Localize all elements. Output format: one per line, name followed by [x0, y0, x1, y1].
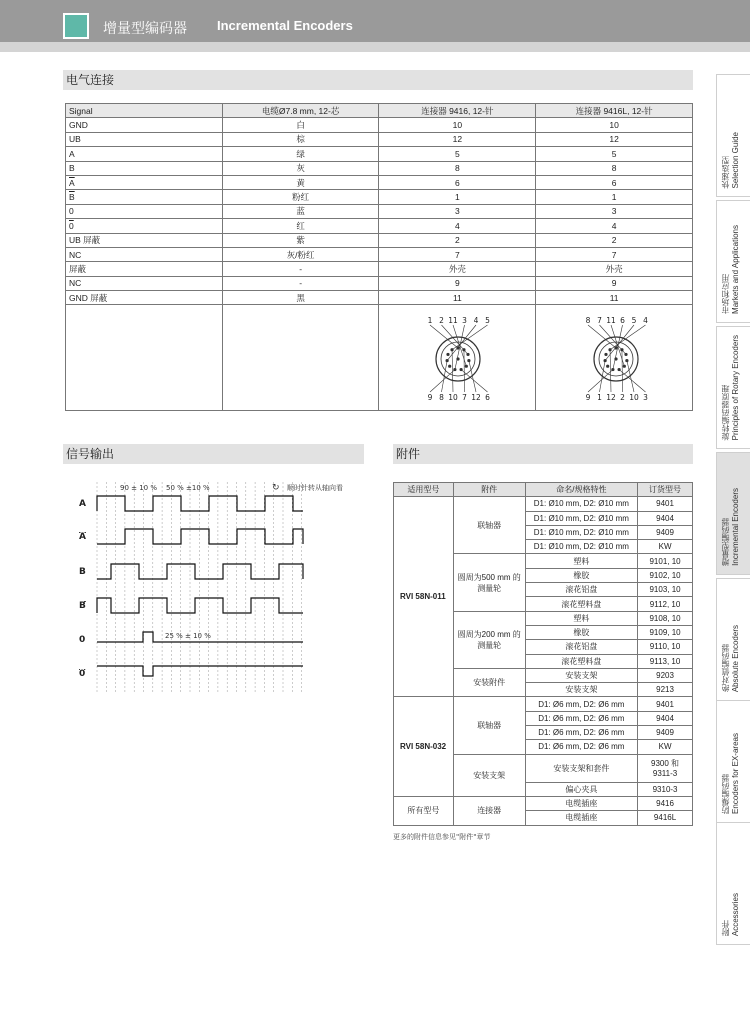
channel-label: A [79, 499, 86, 509]
signal-cell: 0 [66, 204, 223, 218]
pin-cell: 黑 [222, 291, 379, 305]
waveform-line [97, 666, 303, 676]
order-cell: 9409 [638, 726, 693, 740]
signal-cell: $\overline{B}$ [66, 190, 223, 204]
channel-label: B [79, 567, 86, 577]
side-tab-3[interactable] [716, 326, 750, 449]
side-tab-label-en: Encoders for EX-areas [731, 733, 740, 814]
table-row [66, 247, 693, 261]
order-cell: 9404 [638, 511, 693, 525]
accessories-table [393, 482, 693, 826]
connector-9416l-diagram [576, 314, 656, 404]
pin-leader-line [613, 325, 623, 370]
side-tab-label-en: Incremental Encoders [731, 488, 740, 566]
side-tab-6[interactable] [716, 700, 750, 823]
pin-cell: 10 [379, 118, 536, 132]
side-tab-7[interactable] [716, 822, 750, 945]
signal-heading: 信号输出 [63, 444, 364, 464]
spec-cell: D1: Ø6 mm, D2: Ø6 mm [525, 740, 638, 754]
signal-cell: 屏蔽 [66, 262, 223, 276]
pin-label: 5 [485, 316, 490, 325]
group-cell: 连接器 [453, 796, 525, 825]
acc-col-spec: 命名/规格特性 [525, 483, 638, 497]
table-row [66, 132, 693, 146]
pin-cell: 7 [536, 247, 693, 261]
spec-cell: D1: Ø6 mm, D2: Ø6 mm [525, 697, 638, 711]
side-tab-label [721, 733, 741, 814]
pin-cell: 灰 [222, 161, 379, 175]
accessories-heading: 附件 [393, 444, 693, 464]
pin-cell: 蓝 [222, 204, 379, 218]
pin-cell: 7 [379, 247, 536, 261]
table-row [66, 262, 693, 276]
pin-leader-line [622, 350, 623, 392]
brand-square-icon [63, 13, 89, 39]
diagram-cell [66, 305, 223, 411]
accessories-note: 更多的附件信息参见"附件"章节 [393, 833, 491, 841]
pin-label: 3 [643, 393, 648, 402]
channel-label: 0 [79, 669, 86, 679]
waveform-line [97, 529, 303, 544]
signal-cell: NC [66, 247, 223, 261]
pin-label: 6 [620, 316, 625, 325]
order-cell: 9409 [638, 525, 693, 539]
diagram-cell [222, 305, 379, 411]
pin-label: 5 [631, 316, 637, 325]
table-row [394, 497, 693, 511]
pin-cell: 8 [536, 161, 693, 175]
pin-cell: 外壳 [379, 262, 536, 276]
pin-cell: 黄 [222, 175, 379, 189]
pin-cell: 9 [379, 276, 536, 290]
pin-leader-line [452, 350, 453, 392]
spec-cell: 滚花塑料盘 [525, 597, 638, 611]
signal-cell: B [66, 161, 223, 175]
col-signal: Signal [66, 104, 223, 118]
pin-label: 1 [597, 393, 602, 402]
pin-label: 12 [471, 393, 481, 402]
table-row [66, 147, 693, 161]
signal-cell: NC [66, 276, 223, 290]
side-tab-label [721, 335, 741, 440]
side-tab-label-cn: 附件 [721, 920, 730, 936]
pin-cell: - [222, 262, 379, 276]
side-tab-label-cn: 快速选型 [721, 156, 730, 188]
pin-cell: 4 [379, 219, 536, 233]
spec-cell: 滚花塑料盘 [525, 654, 638, 668]
pin-cell: 绿 [222, 147, 379, 161]
pin-cell: 11 [379, 291, 536, 305]
pin-cell: 3 [536, 204, 693, 218]
group-cell: 圆周为200 mm 的测量轮 [453, 611, 525, 668]
pin-leader-line [430, 370, 455, 392]
waveform-line [97, 598, 303, 613]
side-tab-2[interactable] [716, 200, 750, 323]
connector-pin [604, 353, 607, 356]
connector-pin [446, 353, 449, 356]
group-cell: 联轴器 [453, 497, 525, 554]
side-tab-label-cn: 市场和应用 [721, 274, 730, 314]
table-row [394, 697, 693, 711]
side-tab-label [721, 225, 741, 314]
side-tab-label-en: Accessories [731, 892, 740, 936]
table-row [66, 291, 693, 305]
pin-cell: - [222, 276, 379, 290]
side-tab-label [721, 132, 741, 188]
order-cell: 9109, 10 [638, 625, 693, 639]
side-tab-label-en: Principles of Rotary Encoders [731, 334, 740, 440]
spec-cell: 安装支架 [525, 668, 638, 682]
pin-cell: 3 [379, 204, 536, 218]
spec-cell: 塑料 [525, 611, 638, 625]
signal-cell: UB [66, 132, 223, 146]
order-cell: 9102, 10 [638, 568, 693, 582]
connector-pin [448, 365, 451, 368]
pin-leader-line [464, 350, 465, 392]
side-tab-5[interactable] [716, 578, 750, 701]
signal-cell: GND 屏蔽 [66, 291, 223, 305]
signal-cell: 0 [66, 219, 223, 233]
pin-label: 8 [585, 316, 591, 325]
spec-cell: 安装支架和套件 [525, 754, 638, 782]
pin-cell: 粉红 [222, 190, 379, 204]
pin-label: 9 [585, 393, 591, 402]
signal-cell: A [66, 147, 223, 161]
pin-cell: 6 [536, 175, 693, 189]
pin-cell: 红 [222, 219, 379, 233]
pin-label: 2 [439, 316, 444, 325]
acc-col-accessory: 附件 [453, 483, 525, 497]
pin-cell: 12 [379, 132, 536, 146]
order-cell: 9113, 10 [638, 654, 693, 668]
table-row [66, 175, 693, 189]
spec-cell: 电缆插座 [525, 796, 638, 810]
pin-label: 11 [606, 316, 616, 325]
acc-col-order: 订货型号 [638, 483, 693, 497]
group-cell: 安装附件 [453, 668, 525, 697]
spec-cell: D1: Ø10 mm, D2: Ø10 mm [525, 511, 638, 525]
col-cable: 电缆Ø7.8 mm, 12-芯 [222, 104, 379, 118]
col-9416: 连接器 9416, 12-针 [379, 104, 536, 118]
pin-label: 7 [462, 393, 467, 402]
pin-leader-line [455, 325, 465, 370]
spec-cell: 滚花铝盘 [525, 640, 638, 654]
order-cell: 9101, 10 [638, 554, 693, 568]
side-tab-label [721, 893, 741, 936]
pin-cell: 2 [379, 233, 536, 247]
signal-cell: UB 屏蔽 [66, 233, 223, 247]
pin-cell: 1 [379, 190, 536, 204]
channel-label: B [79, 601, 86, 611]
pin-cell: 紫 [222, 233, 379, 247]
pin-cell: 4 [536, 219, 693, 233]
model-cell: RVI 58N-032 [394, 697, 454, 796]
spec-cell: 电缆插座 [525, 811, 638, 825]
spec-cell: D1: Ø6 mm, D2: Ø6 mm [525, 711, 638, 725]
table-row [66, 118, 693, 132]
side-tab-label-cn: 旋转编码器原理 [721, 384, 730, 440]
electrical-heading: 电气连接 [63, 70, 693, 90]
order-cell: 9112, 10 [638, 597, 693, 611]
connector-9416-diagram [418, 314, 498, 404]
table-row [66, 161, 693, 175]
side-tab-label-en: Markets and Applications [731, 225, 740, 314]
side-tab-label [721, 625, 741, 692]
waveform-line [97, 496, 303, 511]
pin-cell: 白 [222, 118, 379, 132]
order-cell: 9108, 10 [638, 611, 693, 625]
pin-leader-line [588, 370, 613, 392]
model-cell: RVI 58N-011 [394, 497, 454, 697]
pin-label: 10 [629, 393, 639, 402]
table-row [66, 219, 693, 233]
side-tab-1[interactable] [716, 74, 750, 197]
pin-label: 8 [439, 393, 444, 402]
pin-label: 2 [620, 393, 625, 402]
table-row [66, 233, 693, 247]
order-cell: 9416L [638, 811, 693, 825]
spec-cell: D1: Ø10 mm, D2: Ø10 mm [525, 525, 638, 539]
channel-label: A [79, 532, 86, 542]
waveform-line [97, 564, 303, 579]
spec-cell: D1: Ø6 mm, D2: Ø6 mm [525, 726, 638, 740]
pin-label: 3 [462, 316, 467, 325]
order-cell: 9401 [638, 697, 693, 711]
pin-cell: 外壳 [536, 262, 693, 276]
pin-label: 12 [606, 393, 616, 402]
pin-cell: 12 [536, 132, 693, 146]
rotation-icon: ↻ [272, 483, 280, 493]
order-cell: 9110, 10 [638, 640, 693, 654]
group-cell: 联轴器 [453, 697, 525, 754]
order-cell: 9103, 10 [638, 583, 693, 597]
side-tab-label-en: Absolute Encoders [731, 624, 740, 692]
pin-label: 11 [448, 316, 458, 325]
side-tab-label-en: Selection Guide [731, 131, 740, 188]
table-row [66, 190, 693, 204]
table-row [394, 796, 693, 810]
pin-label: 10 [448, 393, 458, 402]
page-title-en: Incremental Encoders [217, 18, 353, 33]
pin-leader-line [610, 350, 611, 392]
pin-label: 7 [597, 316, 602, 325]
spec-cell: 塑料 [525, 554, 638, 568]
order-cell: 9300 和 9311-3 [638, 754, 693, 782]
acc-col-model: 适用型号 [394, 483, 454, 497]
group-cell: 圆周为500 mm 的测量轮 [453, 554, 525, 611]
top-banner-strip [0, 42, 750, 52]
channel-label: 0 [79, 635, 86, 645]
pin-cell: 棕 [222, 132, 379, 146]
page-title-cn: 增量型编码器 [103, 21, 187, 37]
pin-cell: 10 [536, 118, 693, 132]
signal-cell: $\overline{A}$ [66, 175, 223, 189]
pin-cell: 1 [536, 190, 693, 204]
pin-cell: 2 [536, 233, 693, 247]
pin-label: 4 [643, 316, 648, 325]
pin-leader-line [469, 361, 476, 392]
order-cell: 9310-3 [638, 782, 693, 796]
model-cell: 所有型号 [394, 796, 454, 825]
pin-label: 6 [485, 393, 490, 402]
table-row [66, 276, 693, 290]
spec-cell: 偏心夹具 [525, 782, 638, 796]
duty-label-1: 90 ± 10 % [120, 484, 158, 492]
order-cell: KW [638, 740, 693, 754]
pin-cell: 5 [536, 147, 693, 161]
signal-waveform-diagram [65, 470, 365, 710]
side-tab-label-cn: 绝对值编码器 [721, 644, 730, 692]
pin-label: 1 [427, 316, 433, 325]
order-cell: 9416 [638, 796, 693, 810]
spec-cell: 橡胶 [525, 568, 638, 582]
pin-cell: 5 [379, 147, 536, 161]
order-cell: 9203 [638, 668, 693, 682]
zero-label: 25 % ± 10 % [165, 632, 211, 640]
order-cell: 9404 [638, 711, 693, 725]
side-tab-label-cn: 增量型编码器 [721, 518, 730, 566]
pin-label: 9 [427, 393, 433, 402]
pin-leader-line [627, 361, 634, 392]
pin-label: 4 [473, 316, 479, 325]
col-9416l: 连接器 9416L, 12-针 [536, 104, 693, 118]
spec-cell: 橡胶 [525, 625, 638, 639]
side-tab-label-cn: 防爆编码器 [721, 774, 730, 814]
signal-cell: GND [66, 118, 223, 132]
order-cell: 9213 [638, 683, 693, 697]
side-tab-label [721, 488, 741, 566]
pin-cell: 11 [536, 291, 693, 305]
rotation-note: 顺时针转从轴向看 [287, 484, 343, 492]
spec-cell: D1: Ø10 mm, D2: Ø10 mm [525, 540, 638, 554]
table-row [66, 204, 693, 218]
pin-cell: 灰/粉红 [222, 247, 379, 261]
group-cell: 安装支架 [453, 754, 525, 796]
pin-cell: 8 [379, 161, 536, 175]
order-cell: 9401 [638, 497, 693, 511]
pin-cell: 6 [379, 175, 536, 189]
spec-cell: 滚花铝盘 [525, 583, 638, 597]
side-tab-4[interactable] [716, 452, 750, 575]
order-cell: KW [638, 540, 693, 554]
connector-pin [606, 365, 609, 368]
spec-cell: 安装支架 [525, 683, 638, 697]
duty-label-2: 50 % ±10 % [166, 484, 210, 492]
pin-cell: 9 [536, 276, 693, 290]
spec-cell: D1: Ø10 mm, D2: Ø10 mm [525, 497, 638, 511]
